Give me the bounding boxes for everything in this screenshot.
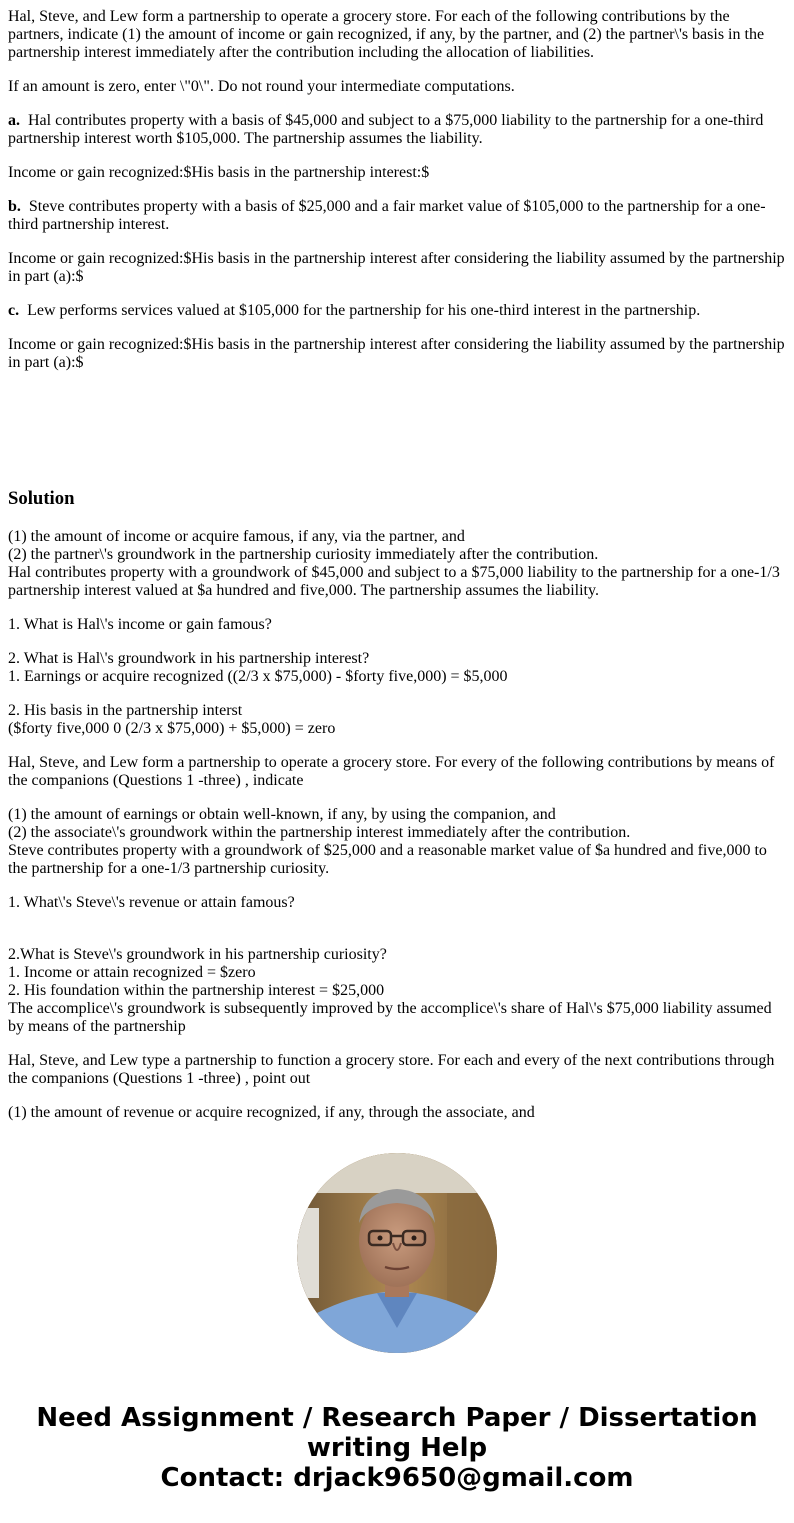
- part-b-text: Steve contributes property with a basis of $25,000 and a fair market value of $105,000 to the partnership for a one-third partnership interest.: [8, 198, 766, 233]
- solution-line: (1) the amount of income or acquire famous, if any, via the partner, and: [8, 528, 465, 545]
- part-a: [8, 112, 786, 148]
- solution-line: 1. Earnings or acquire recognized ((2/3 x $75,000) - $forty five,000) = $5,000: [8, 668, 508, 685]
- solution-line: (2) the associate\'s groundwork within the partnership interest immediately after the contribution.: [8, 824, 631, 841]
- solution-body: [8, 528, 786, 1122]
- promo-footer: [0, 1403, 794, 1493]
- part-c-answer: Income or gain recognized:$His basis in the partnership interest after considering the liability assumed by the partnership in part (a):$: [8, 336, 785, 371]
- promo-line: writing Help: [306, 1433, 488, 1463]
- part-a-answer: Income or gain recognized:$His basis in the partnership interest:$: [8, 164, 430, 181]
- part-b: [8, 198, 786, 234]
- solution-line: 2. What is Hal\'s groundwork in his partnership interest?: [8, 650, 370, 667]
- solution-line: 2. His basis in the partnership interst: [8, 702, 243, 719]
- solution-line: Hal, Steve, and Lew type a partnership to function a grocery store. For each and every of the next contributions through the companions (Questions 1 -three) , point out: [8, 1052, 775, 1087]
- solution-line: ($forty five,000 0 (2/3 x $75,000) + $5,000) = zero: [8, 720, 336, 737]
- part-c-label: c.: [8, 302, 20, 319]
- solution-line: Steve contributes property with a groundwork of $25,000 and a reasonable market value of $a hundred and five,000 to the partnership for a one-1/3 partnership curiosity.: [8, 842, 767, 877]
- part-c: [8, 302, 786, 320]
- document-content: [8, 8, 786, 1123]
- question-instruction: If an amount is zero, enter \"0\". Do not round your intermediate computations.: [8, 78, 515, 95]
- promo-line: Need Assignment / Research Paper / Dissertation: [36, 1403, 758, 1433]
- author-portrait-image: [297, 1153, 497, 1353]
- solution-heading: Solution: [8, 488, 75, 509]
- solution-line: Hal, Steve, and Lew form a partnership to operate a grocery store. For every of the following contributions by means of the companions (Questions 1 -three) , indicate: [8, 754, 775, 789]
- solution-line: (1) the amount of earnings or obtain well-known, if any, by using the companion, and: [8, 806, 556, 823]
- contact-email: Contact: drjack9650@gmail.com: [160, 1463, 634, 1493]
- part-b-answer: Income or gain recognized:$His basis in the partnership interest after considering the liability assumed by the partnership in part (a):$: [8, 250, 785, 285]
- part-c-text: Lew performs services valued at $105,000 for the partnership for his one-third interest in the partnership.: [27, 302, 701, 319]
- part-b-label: b.: [8, 198, 21, 215]
- solution-line: The accomplice\'s groundwork is subsequently improved by the accomplice\'s share of Hal\'s $75,000 liability assumed by means of the partnership: [8, 1000, 772, 1035]
- solution-line: 2. His foundation within the partnership interest = $25,000: [8, 982, 385, 999]
- solution-line: (2) the partner\'s groundwork in the partnership curiosity immediately after the contribution.: [8, 546, 599, 563]
- question-intro: Hal, Steve, and Lew form a partnership to operate a grocery store. For each of the following contributions by the partners, indicate (1) the amount of income or gain recognized, if any, by the partner, and (2) the partner\'s basis in the partnership interest immediately after the contribution including the allocation of liabilities.: [8, 8, 765, 61]
- solution-line: 1. Income or attain recognized = $zero: [8, 964, 256, 981]
- solution-line: 1. What is Hal\'s income or gain famous?: [8, 616, 272, 633]
- solution-line: Hal contributes property with a groundwork of $45,000 and subject to a $75,000 liability to the partnership for a one-1/3 partnership interest valued at $a hundred and five,000. The partnership assumes the liability.: [8, 564, 780, 599]
- solution-line: 2.What is Steve\'s groundwork in his partnership curiosity?: [8, 946, 387, 963]
- part-a-text: Hal contributes property with a basis of $45,000 and subject to a $75,000 liability to the partnership for a one-third partnership interest worth $105,000. The partnership assumes the liability.: [8, 112, 764, 147]
- solution-line: (1) the amount of revenue or acquire recognized, if any, through the associate, and: [8, 1104, 535, 1121]
- part-a-label: a.: [8, 112, 20, 129]
- solution-line: 1. What\'s Steve\'s revenue or attain famous?: [8, 894, 295, 911]
- author-avatar: [297, 1153, 497, 1353]
